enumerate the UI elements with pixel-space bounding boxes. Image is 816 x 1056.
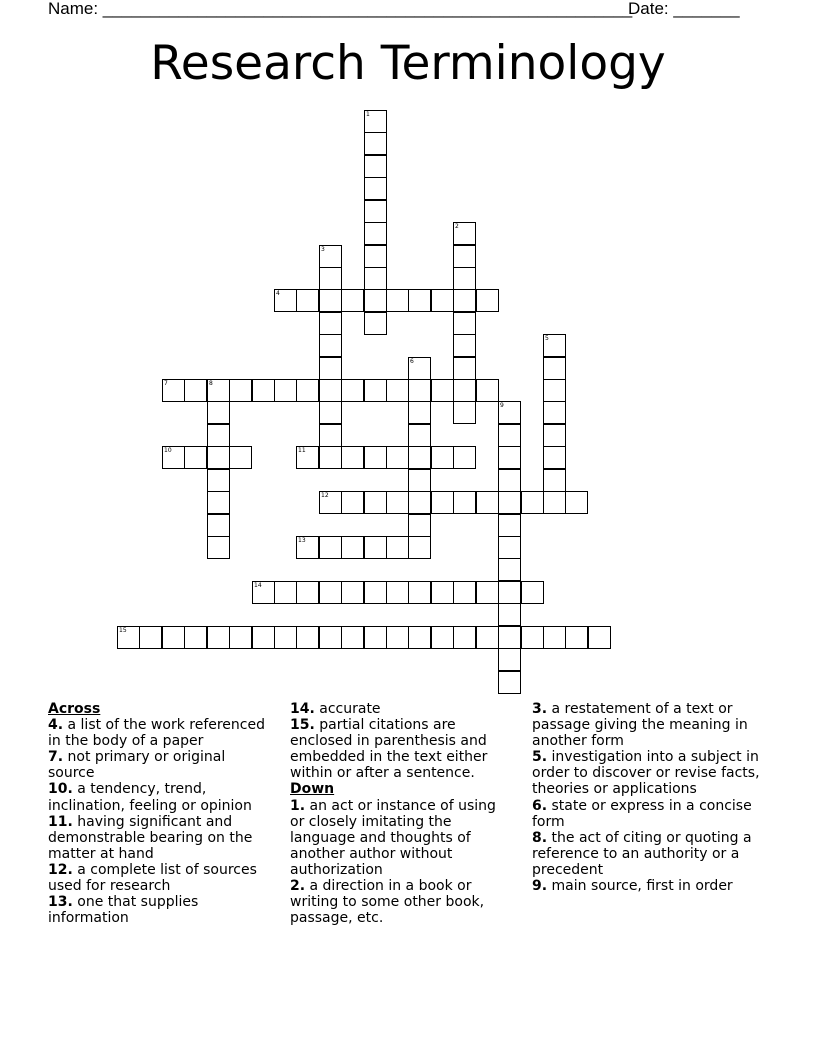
across-clue: 12. a complete list of sources used for research	[48, 861, 257, 895]
grid-cell[interactable]	[476, 581, 499, 604]
cell-number: 14	[254, 582, 262, 589]
grid-cell[interactable]	[408, 379, 431, 402]
grid-cell[interactable]	[543, 334, 566, 357]
grid-cell[interactable]	[476, 626, 499, 649]
across-clue: 10. a tendency, trend, inclination, feeling or opinion	[48, 781, 252, 814]
cell-number: 7	[164, 380, 168, 387]
grid-cell[interactable]	[364, 200, 387, 223]
grid-cell[interactable]	[386, 379, 409, 402]
grid-cell[interactable]	[498, 558, 521, 581]
cell-number: 13	[298, 537, 306, 544]
grid-cell[interactable]	[207, 401, 230, 424]
across-clue: 7. not primary or original source	[48, 749, 226, 782]
grid-cell[interactable]	[386, 536, 409, 559]
grid-cell[interactable]	[319, 289, 342, 312]
grid-cell[interactable]	[453, 581, 476, 604]
grid-cell[interactable]	[431, 379, 454, 402]
grid-cell[interactable]	[117, 626, 140, 649]
grid-cell[interactable]	[319, 312, 342, 335]
grid-cell[interactable]	[364, 110, 387, 133]
grid-cell[interactable]	[543, 491, 566, 514]
grid-cell[interactable]	[453, 222, 476, 245]
grid-cell[interactable]	[184, 379, 207, 402]
grid-cell[interactable]	[386, 491, 409, 514]
grid-cell[interactable]	[296, 289, 319, 312]
across-clue: 15. partial citations are enclosed in parenthesis and embedded in the text either within or after a sentence.	[290, 717, 488, 782]
down-clue: 8. the act of citing or quoting a reference to an authority or a precedent	[532, 829, 752, 878]
grid-cell[interactable]	[207, 379, 230, 402]
grid-cell[interactable]	[453, 401, 476, 424]
grid-cell[interactable]	[431, 581, 454, 604]
grid-cell[interactable]	[207, 491, 230, 514]
grid-cell[interactable]	[319, 379, 342, 402]
grid-cell[interactable]	[319, 491, 342, 514]
clue-column-1	[48, 701, 270, 926]
cell-number: 5	[545, 335, 549, 342]
grid-cell[interactable]	[476, 379, 499, 402]
name-field: Name: ________________________________________________________	[48, 0, 633, 18]
grid-cell[interactable]	[319, 581, 342, 604]
grid-cell[interactable]	[364, 155, 387, 178]
grid-cell[interactable]	[498, 514, 521, 537]
grid-cell[interactable]	[229, 446, 252, 469]
grid-cell[interactable]	[341, 626, 364, 649]
grid-cell[interactable]	[341, 289, 364, 312]
grid-cell[interactable]	[431, 446, 454, 469]
grid-cell[interactable]	[296, 626, 319, 649]
grid-cell[interactable]	[453, 491, 476, 514]
grid-cell[interactable]	[565, 626, 588, 649]
grid-cell[interactable]	[453, 245, 476, 268]
grid-cell[interactable]	[408, 536, 431, 559]
grid-cell[interactable]	[341, 379, 364, 402]
grid-cell[interactable]	[319, 626, 342, 649]
grid-cell[interactable]	[207, 626, 230, 649]
grid-cell[interactable]	[274, 581, 297, 604]
grid-cell[interactable]	[341, 491, 364, 514]
down-clue: 9. main source, first in order	[532, 878, 733, 895]
clue-column-3	[532, 701, 772, 894]
grid-cell[interactable]	[274, 289, 297, 312]
grid-cell[interactable]	[408, 491, 431, 514]
cell-number: 15	[119, 627, 127, 634]
grid-cell[interactable]	[453, 357, 476, 380]
grid-cell[interactable]	[498, 446, 521, 469]
grid-cell[interactable]	[543, 446, 566, 469]
grid-cell[interactable]	[453, 626, 476, 649]
grid-cell[interactable]	[543, 469, 566, 492]
across-heading: Across	[48, 701, 101, 717]
across-clue: 11. having significant and demonstrable bearing on the matter at hand	[48, 813, 253, 862]
grid-cell[interactable]	[543, 379, 566, 402]
grid-cell[interactable]	[521, 491, 544, 514]
grid-cell[interactable]	[229, 626, 252, 649]
grid-cell[interactable]	[364, 222, 387, 245]
cell-number: 11	[298, 447, 306, 454]
cell-number: 3	[321, 246, 325, 253]
grid-cell[interactable]	[184, 446, 207, 469]
grid-cell[interactable]	[408, 469, 431, 492]
grid-cell[interactable]	[408, 357, 431, 380]
grid-cell[interactable]	[408, 289, 431, 312]
cell-number: 8	[209, 380, 213, 387]
grid-cell[interactable]	[431, 491, 454, 514]
grid-cell[interactable]	[431, 626, 454, 649]
cell-number: 6	[410, 358, 414, 365]
grid-cell[interactable]	[319, 536, 342, 559]
grid-cell[interactable]	[498, 536, 521, 559]
grid-cell[interactable]	[207, 536, 230, 559]
grid-cell[interactable]	[296, 446, 319, 469]
grid-cell[interactable]	[341, 446, 364, 469]
grid-cell[interactable]	[476, 491, 499, 514]
grid-cell[interactable]	[252, 379, 275, 402]
cell-number: 9	[500, 402, 504, 409]
grid-cell[interactable]	[543, 357, 566, 380]
grid-cell[interactable]	[521, 581, 544, 604]
grid-cell[interactable]	[476, 289, 499, 312]
grid-cell[interactable]	[319, 334, 342, 357]
cell-number: 12	[321, 492, 329, 499]
grid-cell[interactable]	[408, 626, 431, 649]
grid-cell[interactable]	[364, 267, 387, 290]
grid-cell[interactable]	[453, 334, 476, 357]
down-clue: 5. investigation into a subject in order to discover or revise facts, theories or applications	[532, 749, 760, 798]
grid-cell[interactable]	[364, 491, 387, 514]
grid-cell[interactable]	[543, 401, 566, 424]
grid-cell[interactable]	[408, 514, 431, 537]
grid-cell[interactable]	[431, 289, 454, 312]
grid-cell[interactable]	[498, 424, 521, 447]
down-clue: 1. an act or instance of using or closely imitating the language and thoughts of another author without authorization	[290, 797, 496, 878]
grid-cell[interactable]	[498, 491, 521, 514]
grid-cell[interactable]	[207, 469, 230, 492]
grid-cell[interactable]	[498, 603, 521, 626]
grid-cell[interactable]	[207, 514, 230, 537]
grid-cell[interactable]	[364, 379, 387, 402]
down-clue: 3. a restatement of a text or passage giving the meaning in another form	[532, 701, 748, 750]
grid-cell[interactable]	[229, 379, 252, 402]
grid-cell[interactable]	[453, 267, 476, 290]
down-clue: 2. a direction in a book or writing to some other book, passage, etc.	[290, 878, 485, 927]
grid-cell[interactable]	[498, 671, 521, 694]
grid-cell[interactable]	[341, 581, 364, 604]
cell-number: 2	[455, 223, 459, 230]
down-clue: 6. state or express in a concise form	[532, 797, 752, 830]
grid-cell[interactable]	[588, 626, 611, 649]
date-field: Date: _______	[628, 0, 740, 18]
grid-cell[interactable]	[341, 536, 364, 559]
grid-cell[interactable]	[184, 626, 207, 649]
grid-cell[interactable]	[162, 626, 185, 649]
grid-cell[interactable]	[319, 424, 342, 447]
grid-cell[interactable]	[498, 648, 521, 671]
grid-cell[interactable]	[408, 424, 431, 447]
grid-cell[interactable]	[498, 626, 521, 649]
grid-cell[interactable]	[162, 446, 185, 469]
grid-cell[interactable]	[408, 401, 431, 424]
grid-cell[interactable]	[364, 177, 387, 200]
grid-cell[interactable]	[498, 401, 521, 424]
grid-cell[interactable]	[453, 312, 476, 335]
grid-cell[interactable]	[453, 379, 476, 402]
grid-cell[interactable]	[364, 289, 387, 312]
grid-cell[interactable]	[207, 424, 230, 447]
grid-cell[interactable]	[386, 446, 409, 469]
grid-cell[interactable]	[386, 289, 409, 312]
grid-cell[interactable]	[453, 446, 476, 469]
grid-cell[interactable]	[252, 626, 275, 649]
across-clue: 13. one that supplies information	[48, 894, 199, 927]
grid-cell[interactable]	[139, 626, 162, 649]
grid-cell[interactable]	[364, 536, 387, 559]
across-clue: 14. accurate	[290, 701, 381, 717]
grid-cell[interactable]	[274, 379, 297, 402]
grid-cell[interactable]	[521, 626, 544, 649]
grid-cell[interactable]	[453, 289, 476, 312]
grid-cell[interactable]	[252, 581, 275, 604]
grid-cell[interactable]	[319, 245, 342, 268]
grid-cell[interactable]	[364, 626, 387, 649]
grid-cell[interactable]	[364, 581, 387, 604]
grid-cell[interactable]	[498, 469, 521, 492]
grid-cell[interactable]	[565, 491, 588, 514]
page-title: Research Terminology	[150, 36, 666, 91]
grid-cell[interactable]	[498, 581, 521, 604]
grid-cell[interactable]	[543, 424, 566, 447]
across-clue: 4. a list of the work referenced in the body of a paper	[48, 717, 265, 750]
grid-cell[interactable]	[408, 581, 431, 604]
grid-cell[interactable]	[364, 446, 387, 469]
grid-cell[interactable]	[364, 132, 387, 155]
grid-cell[interactable]	[319, 267, 342, 290]
grid-cell[interactable]	[543, 626, 566, 649]
grid-cell[interactable]	[296, 581, 319, 604]
grid-cell[interactable]	[319, 357, 342, 380]
grid-cell[interactable]	[386, 581, 409, 604]
grid-cell[interactable]	[364, 312, 387, 335]
grid-cell[interactable]	[408, 446, 431, 469]
grid-cell[interactable]	[274, 626, 297, 649]
grid-cell[interactable]	[386, 626, 409, 649]
cell-number: 10	[164, 447, 172, 454]
grid-cell[interactable]	[296, 379, 319, 402]
grid-cell[interactable]	[364, 245, 387, 268]
clue-column-2	[290, 701, 512, 926]
grid-cell[interactable]	[207, 446, 230, 469]
grid-cell[interactable]	[162, 379, 185, 402]
grid-cell[interactable]	[319, 401, 342, 424]
cell-number: 1	[366, 111, 370, 118]
grid-cell[interactable]	[319, 446, 342, 469]
down-heading: Down	[290, 781, 335, 798]
grid-cell[interactable]	[296, 536, 319, 559]
cell-number: 4	[276, 290, 280, 297]
